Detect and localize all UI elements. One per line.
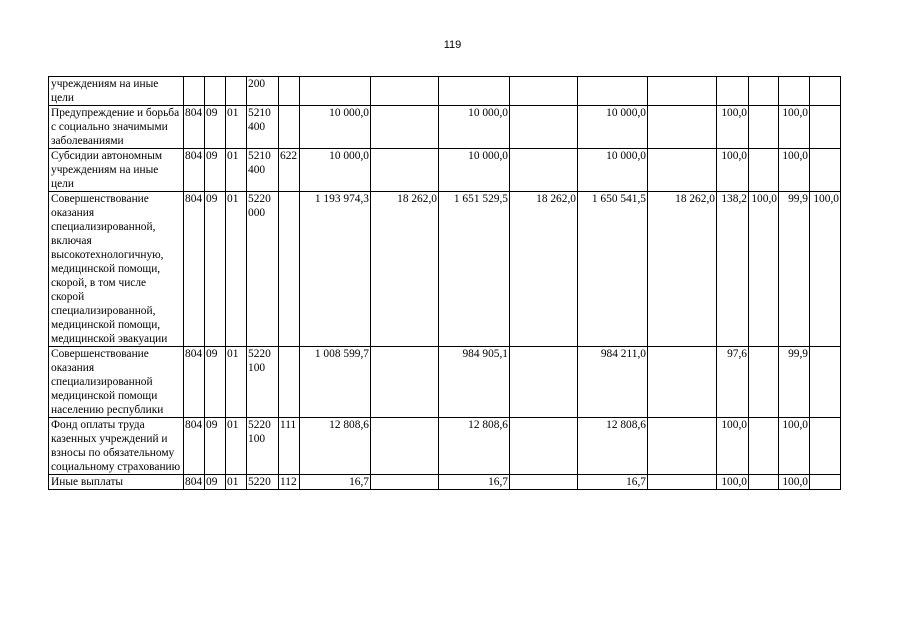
- expense-type-code-cell: 622: [279, 149, 300, 192]
- approved-amount-cell: [300, 77, 371, 106]
- percent-to-plan-federal-cell: [810, 347, 841, 418]
- table-row: [49, 192, 841, 347]
- glava-code-cell: 804: [184, 475, 205, 490]
- subsection-code-cell: 01: [226, 475, 247, 490]
- percent-to-approved-cell: 100,0: [717, 418, 749, 475]
- expense-type-code-cell: 112: [279, 475, 300, 490]
- section-code-cell: 09: [205, 192, 226, 347]
- approved-amount-cell: 10 000,0: [300, 106, 371, 149]
- target-article-code-cell: 5220 100: [247, 347, 279, 418]
- planned-amount-cell: 16,7: [439, 475, 510, 490]
- approved-federal-amount-cell: [371, 475, 439, 490]
- percent-to-plan-cell: [779, 77, 810, 106]
- row-name-cell: Совершенствование оказания специализированной, включая высокотехнологичную, медицинской помощи, скорой, в том числе скорой специализированной, медицинской помощи, медицинской эвакуации: [49, 192, 184, 347]
- percent-to-approved-cell: 100,0: [717, 106, 749, 149]
- row-name-cell: Фонд оплаты труда казенных учреждений и взносы по обязательному социальному страхованию: [49, 418, 184, 475]
- glava-code-cell: 804: [184, 192, 205, 347]
- approved-federal-amount-cell: 18 262,0: [371, 192, 439, 347]
- percent-to-approved-federal-cell: [749, 77, 779, 106]
- planned-federal-amount-cell: 18 262,0: [510, 192, 578, 347]
- glava-code-cell: 804: [184, 106, 205, 149]
- planned-amount-cell: 10 000,0: [439, 149, 510, 192]
- section-code-cell: 09: [205, 475, 226, 490]
- percent-to-plan-cell: 99,9: [779, 347, 810, 418]
- row-name-cell: Совершенствование оказания специализированной медицинской помощи населению республики: [49, 347, 184, 418]
- percent-to-approved-cell: 97,6: [717, 347, 749, 418]
- executed-federal-amount-cell: [648, 475, 717, 490]
- planned-federal-amount-cell: [510, 149, 578, 192]
- row-name-cell: Субсидии автономным учреждениям на иные цели: [49, 149, 184, 192]
- percent-to-plan-federal-cell: [810, 149, 841, 192]
- subsection-code-cell: 01: [226, 149, 247, 192]
- approved-federal-amount-cell: [371, 418, 439, 475]
- percent-to-plan-federal-cell: [810, 106, 841, 149]
- percent-to-plan-federal-cell: 100,0: [810, 192, 841, 347]
- percent-to-plan-federal-cell: [810, 475, 841, 490]
- glava-code-cell: [184, 77, 205, 106]
- percent-to-approved-cell: 100,0: [717, 149, 749, 192]
- section-code-cell: 09: [205, 347, 226, 418]
- percent-to-approved-cell: 100,0: [717, 475, 749, 490]
- executed-amount-cell: [578, 77, 648, 106]
- table-row: [49, 149, 841, 192]
- glava-code-cell: 804: [184, 418, 205, 475]
- planned-amount-cell: 1 651 529,5: [439, 192, 510, 347]
- row-name-cell: Иные выплаты: [49, 475, 184, 490]
- row-name-cell: Предупреждение и борьба с социально значимыми заболеваниями: [49, 106, 184, 149]
- executed-federal-amount-cell: [648, 77, 717, 106]
- planned-federal-amount-cell: [510, 347, 578, 418]
- expense-type-code-cell: [279, 106, 300, 149]
- glava-code-cell: 804: [184, 347, 205, 418]
- table-row: [49, 347, 841, 418]
- subsection-code-cell: [226, 77, 247, 106]
- approved-amount-cell: 1 193 974,3: [300, 192, 371, 347]
- target-article-code-cell: 5210 400: [247, 149, 279, 192]
- expense-type-code-cell: [279, 77, 300, 106]
- percent-to-approved-federal-cell: [749, 149, 779, 192]
- executed-amount-cell: 12 808,6: [578, 418, 648, 475]
- percent-to-approved-federal-cell: [749, 347, 779, 418]
- planned-amount-cell: 12 808,6: [439, 418, 510, 475]
- approved-federal-amount-cell: [371, 77, 439, 106]
- executed-federal-amount-cell: [648, 347, 717, 418]
- target-article-code-cell: 5220 100: [247, 418, 279, 475]
- table-row: [49, 106, 841, 149]
- approved-amount-cell: 16,7: [300, 475, 371, 490]
- percent-to-approved-cell: [717, 77, 749, 106]
- table-row: [49, 418, 841, 475]
- expense-type-code-cell: 111: [279, 418, 300, 475]
- section-code-cell: 09: [205, 149, 226, 192]
- percent-to-plan-federal-cell: [810, 77, 841, 106]
- executed-amount-cell: 984 211,0: [578, 347, 648, 418]
- table-row: [49, 77, 841, 106]
- glava-code-cell: 804: [184, 149, 205, 192]
- row-name-cell: учреждениям на иные цели: [49, 77, 184, 106]
- planned-federal-amount-cell: [510, 77, 578, 106]
- percent-to-plan-federal-cell: [810, 418, 841, 475]
- planned-federal-amount-cell: [510, 475, 578, 490]
- planned-federal-amount-cell: [510, 106, 578, 149]
- subsection-code-cell: 01: [226, 418, 247, 475]
- approved-federal-amount-cell: [371, 149, 439, 192]
- planned-amount-cell: 984 905,1: [439, 347, 510, 418]
- executed-amount-cell: 10 000,0: [578, 149, 648, 192]
- executed-amount-cell: 16,7: [578, 475, 648, 490]
- approved-amount-cell: 1 008 599,7: [300, 347, 371, 418]
- subsection-code-cell: 01: [226, 347, 247, 418]
- approved-amount-cell: 12 808,6: [300, 418, 371, 475]
- percent-to-approved-federal-cell: [749, 418, 779, 475]
- subsection-code-cell: 01: [226, 192, 247, 347]
- percent-to-plan-cell: 100,0: [779, 106, 810, 149]
- budget-table: [48, 76, 841, 490]
- section-code-cell: [205, 77, 226, 106]
- executed-federal-amount-cell: [648, 418, 717, 475]
- planned-amount-cell: [439, 77, 510, 106]
- executed-federal-amount-cell: [648, 149, 717, 192]
- percent-to-plan-cell: 100,0: [779, 475, 810, 490]
- percent-to-approved-cell: 138,2: [717, 192, 749, 347]
- percent-to-approved-federal-cell: [749, 475, 779, 490]
- percent-to-approved-federal-cell: [749, 106, 779, 149]
- expense-type-code-cell: [279, 192, 300, 347]
- executed-federal-amount-cell: 18 262,0: [648, 192, 717, 347]
- expense-type-code-cell: [279, 347, 300, 418]
- planned-amount-cell: 10 000,0: [439, 106, 510, 149]
- percent-to-plan-cell: 100,0: [779, 149, 810, 192]
- section-code-cell: 09: [205, 106, 226, 149]
- subsection-code-cell: 01: [226, 106, 247, 149]
- page-number: 119: [443, 39, 462, 51]
- target-article-code-cell: 5210 400: [247, 106, 279, 149]
- executed-amount-cell: 1 650 541,5: [578, 192, 648, 347]
- target-article-code-cell: 5220: [247, 475, 279, 490]
- target-article-code-cell: 200: [247, 77, 279, 106]
- approved-amount-cell: 10 000,0: [300, 149, 371, 192]
- percent-to-plan-cell: 100,0: [779, 418, 810, 475]
- executed-federal-amount-cell: [648, 106, 717, 149]
- executed-amount-cell: 10 000,0: [578, 106, 648, 149]
- approved-federal-amount-cell: [371, 347, 439, 418]
- table-row: [49, 475, 841, 490]
- target-article-code-cell: 5220 000: [247, 192, 279, 347]
- percent-to-plan-cell: 99,9: [779, 192, 810, 347]
- approved-federal-amount-cell: [371, 106, 439, 149]
- section-code-cell: 09: [205, 418, 226, 475]
- planned-federal-amount-cell: [510, 418, 578, 475]
- percent-to-approved-federal-cell: 100,0: [749, 192, 779, 347]
